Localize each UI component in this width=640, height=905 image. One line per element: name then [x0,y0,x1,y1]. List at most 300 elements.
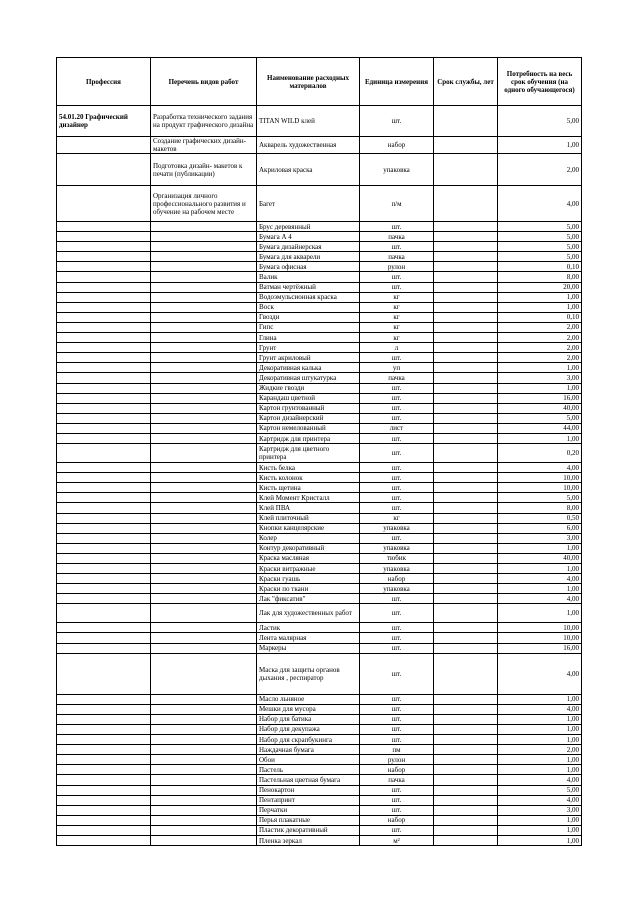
table-row [57,373,582,383]
table-row [57,186,582,222]
material-cell: Контур декоративный [257,543,360,553]
unit-cell: шт. [360,533,434,543]
unit-cell: шт. [360,272,434,282]
unit-cell: пачка [360,373,434,383]
quantity-cell: 1,00 [498,604,582,623]
material-cell: Кнопки канцелярские [257,523,360,533]
unit-cell: шт. [360,724,434,734]
work-type-cell [151,302,257,312]
material-cell: Клей Момент Кристалл [257,493,360,503]
unit-cell: шт. [360,106,434,137]
unit-cell: шт. [360,503,434,513]
quantity-cell: 5,00 [498,232,582,242]
profession-cell [57,643,151,653]
profession-cell [57,403,151,413]
quantity-cell: 3,00 [498,805,582,815]
profession-cell [57,393,151,403]
quantity-cell: 1,00 [498,755,582,765]
service-life-cell [434,704,498,714]
service-life-cell [434,292,498,302]
material-cell: Картон грунтованный [257,403,360,413]
work-type-cell [151,795,257,805]
profession-cell [57,704,151,714]
work-type-cell [151,503,257,513]
work-type-cell [151,643,257,653]
quantity-cell: 1,00 [498,694,582,704]
profession-cell [57,413,151,423]
table-row [57,383,582,393]
work-type-cell [151,473,257,483]
unit-cell: шт. [360,483,434,493]
quantity-cell: 16,00 [498,643,582,653]
work-type-cell [151,444,257,463]
table-row [57,423,582,433]
profession-cell [57,483,151,493]
work-type-cell [151,805,257,815]
service-life-cell [434,633,498,643]
profession-cell [57,543,151,553]
unit-cell: набор [360,574,434,584]
work-type-cell [151,423,257,433]
quantity-cell: 6,00 [498,523,582,533]
profession-cell [57,252,151,262]
unit-cell: шт. [360,493,434,503]
quantity-cell: 0,10 [498,312,582,322]
unit-cell: шт. [360,594,434,604]
work-type-cell [151,292,257,302]
service-life-cell [434,785,498,795]
work-type-cell [151,242,257,252]
table-row [57,553,582,563]
material-cell: Акриловая краска [257,154,360,186]
unit-cell: шт. [360,473,434,483]
table-row [57,623,582,633]
quantity-cell: 4,00 [498,186,582,222]
quantity-cell: 1,00 [498,383,582,393]
quantity-cell: 16,00 [498,393,582,403]
work-type-cell: Подготовка дизайн- макетов к печати (публикации) [151,154,257,186]
service-life-cell [434,242,498,252]
table-row [57,584,582,594]
quantity-cell: 1,00 [498,714,582,724]
table-row [57,795,582,805]
profession-cell [57,322,151,332]
quantity-cell: 10,00 [498,623,582,633]
header-row [57,58,582,106]
service-life-cell [434,423,498,433]
profession-cell [57,312,151,322]
work-type-cell [151,623,257,633]
material-cell: Акварель художественная [257,137,360,154]
quantity-cell: 1,00 [498,543,582,553]
unit-cell: упаковка [360,523,434,533]
table-row [57,594,582,604]
work-type-cell [151,463,257,473]
material-cell: Бумага для акварели [257,252,360,262]
quantity-cell: 4,00 [498,795,582,805]
quantity-cell: 4,00 [498,704,582,714]
material-cell: Кисть белка [257,463,360,473]
service-life-cell [434,222,498,232]
material-cell: Брус деревянный [257,222,360,232]
work-type-cell [151,704,257,714]
unit-cell: м² [360,835,434,845]
profession-cell [57,694,151,704]
unit-cell: шт. [360,623,434,633]
table-row [57,222,582,232]
unit-cell: п/м [360,186,434,222]
table-row [57,523,582,533]
table-row [57,724,582,734]
quantity-cell: 40,00 [498,403,582,413]
service-life-cell [434,106,498,137]
work-type-cell [151,252,257,262]
unit-cell: набор [360,137,434,154]
table-row [57,292,582,302]
table-row [57,463,582,473]
service-life-cell [434,623,498,633]
work-type-cell [151,694,257,704]
unit-cell: кг [360,322,434,332]
quantity-cell: 1,00 [498,292,582,302]
unit-cell: кг [360,312,434,322]
service-life-cell [434,503,498,513]
work-type-cell [151,835,257,845]
profession-cell [57,604,151,623]
profession-cell [57,343,151,353]
unit-cell: л [360,343,434,353]
material-cell: Картридж для принтера [257,433,360,443]
profession-cell [57,433,151,443]
table-row [57,755,582,765]
quantity-cell: 1,00 [498,302,582,312]
material-cell: Грунт акриловый [257,353,360,363]
profession-cell [57,523,151,533]
unit-cell: шт. [360,735,434,745]
work-type-cell [151,363,257,373]
service-life-cell [434,653,498,694]
profession-cell [57,242,151,252]
work-type-cell [151,343,257,353]
service-life-cell [434,643,498,653]
unit-cell: шт. [360,604,434,623]
quantity-cell: 1,00 [498,137,582,154]
service-life-cell [434,533,498,543]
unit-cell: шт. [360,433,434,443]
service-life-cell [434,745,498,755]
service-life-cell [434,805,498,815]
profession-cell [57,795,151,805]
work-type-cell [151,543,257,553]
header-profession: Профессия [57,58,151,106]
quantity-cell: 1,00 [498,825,582,835]
quantity-cell: 5,00 [498,222,582,232]
material-cell: Водоэмульсионная краска [257,292,360,302]
service-life-cell [434,262,498,272]
table-row [57,805,582,815]
profession-cell [57,186,151,222]
table-row [57,714,582,724]
table-row [57,252,582,262]
service-life-cell [434,373,498,383]
unit-cell: шт. [360,643,434,653]
quantity-cell: 1,00 [498,735,582,745]
profession-cell [57,333,151,343]
unit-cell: шт. [360,785,434,795]
work-type-cell [151,825,257,835]
table-row [57,433,582,443]
profession-cell [57,574,151,584]
material-cell: Глина [257,333,360,343]
material-cell: Масло льняное [257,694,360,704]
header-materials: Наименование расходных материалов [257,58,360,106]
work-type-cell [151,745,257,755]
quantity-cell: 2,00 [498,353,582,363]
quantity-cell: 5,00 [498,785,582,795]
quantity-cell: 44,00 [498,423,582,433]
quantity-cell: 0,20 [498,444,582,463]
unit-cell: шт. [360,403,434,413]
quantity-cell: 1,00 [498,815,582,825]
material-cell: Картон дизайнерский [257,413,360,423]
table-row [57,533,582,543]
table-row [57,473,582,483]
work-type-cell [151,564,257,574]
material-cell: Багет [257,186,360,222]
service-life-cell [434,584,498,594]
profession-cell [57,302,151,312]
profession-cell [57,444,151,463]
material-cell: Ватман чертёжный [257,282,360,292]
work-type-cell [151,322,257,332]
profession-cell [57,423,151,433]
unit-cell: упаковка [360,543,434,553]
unit-cell: уп [360,363,434,373]
material-cell: Гипс [257,322,360,332]
work-type-cell [151,353,257,363]
service-life-cell [434,775,498,785]
quantity-cell: 1,00 [498,584,582,594]
service-life-cell [434,815,498,825]
unit-cell: пачка [360,775,434,785]
work-type-cell [151,755,257,765]
material-cell: Бумага дизайнерская [257,242,360,252]
material-cell: Пастель [257,765,360,775]
quantity-cell: 8,00 [498,272,582,282]
work-type-cell: Разработка технического задания на продукт графического дизайна [151,106,257,137]
service-life-cell [434,403,498,413]
quantity-cell: 8,00 [498,503,582,513]
material-cell: Маркеры [257,643,360,653]
material-cell: Грунт [257,343,360,353]
profession-cell [57,272,151,282]
header-unit: Единица измерения [360,58,434,106]
work-type-cell: Создание графических дизайн-макетов [151,137,257,154]
quantity-cell: 5,00 [498,106,582,137]
unit-cell: набор [360,765,434,775]
service-life-cell [434,353,498,363]
table-row [57,444,582,463]
table-row [57,704,582,714]
material-cell: TITAN WILD клей [257,106,360,137]
profession-cell [57,805,151,815]
material-cell: Набор для скрапбукинга [257,735,360,745]
table-row [57,403,582,413]
work-type-cell [151,604,257,623]
material-cell: Краски гуашь [257,574,360,584]
unit-cell: упаковка [360,154,434,186]
profession-cell [57,553,151,563]
work-type-cell [151,222,257,232]
work-type-cell [151,523,257,533]
unit-cell: шт. [360,694,434,704]
unit-cell: шт. [360,795,434,805]
service-life-cell [434,825,498,835]
quantity-cell: 40,00 [498,553,582,563]
service-life-cell [434,312,498,322]
work-type-cell [151,785,257,795]
profession-cell [57,463,151,473]
material-cell: Обои [257,755,360,765]
profession-cell [57,232,151,242]
quantity-cell: 1,00 [498,363,582,373]
service-life-cell [434,302,498,312]
work-type-cell [151,633,257,643]
work-type-cell [151,373,257,383]
service-life-cell [434,393,498,403]
work-type-cell [151,735,257,745]
work-type-cell [151,513,257,523]
material-cell: Кисть колонок [257,473,360,483]
service-life-cell [434,322,498,332]
service-life-cell [434,564,498,574]
work-type-cell [151,815,257,825]
table-row [57,543,582,553]
profession-cell [57,584,151,594]
table-row [57,493,582,503]
unit-cell: кг [360,333,434,343]
material-cell: Жидкие гвозди [257,383,360,393]
profession-cell [57,825,151,835]
table-row [57,312,582,322]
work-type-cell [151,765,257,775]
work-type-cell [151,653,257,694]
service-life-cell [434,714,498,724]
table-row [57,604,582,623]
service-life-cell [434,232,498,242]
unit-cell: шт. [360,463,434,473]
work-type-cell [151,533,257,543]
header-work-types: Перечень видов работ [151,58,257,106]
quantity-cell: 1,00 [498,433,582,443]
table-row [57,232,582,242]
service-life-cell [434,694,498,704]
unit-cell: шт. [360,633,434,643]
quantity-cell: 4,00 [498,653,582,694]
material-cell: Ластик [257,623,360,633]
table-row [57,242,582,252]
header-need: Потребность на весь срок обучения (на одного обучающегося) [498,58,582,106]
unit-cell: упаковка [360,564,434,574]
material-cell: Наждачная бумага [257,745,360,755]
profession-cell [57,755,151,765]
profession-cell [57,503,151,513]
work-type-cell [151,574,257,584]
material-cell: Набор для батика [257,714,360,724]
unit-cell: кг [360,292,434,302]
unit-cell: шт. [360,653,434,694]
service-life-cell [434,186,498,222]
quantity-cell: 5,00 [498,493,582,503]
table-row [57,775,582,785]
material-cell: Картон немелованный [257,423,360,433]
profession-cell [57,564,151,574]
material-cell: Перья плакатные [257,815,360,825]
quantity-cell: 5,00 [498,242,582,252]
profession-cell [57,473,151,483]
unit-cell: шт. [360,444,434,463]
table-row [57,745,582,755]
work-type-cell [151,714,257,724]
table-row [57,353,582,363]
work-type-cell [151,775,257,785]
table-row [57,825,582,835]
service-life-cell [434,594,498,604]
table-row [57,643,582,653]
work-type-cell [151,383,257,393]
quantity-cell: 4,00 [498,463,582,473]
service-life-cell [434,413,498,423]
work-type-cell [151,493,257,503]
service-life-cell [434,835,498,845]
quantity-cell: 4,00 [498,775,582,785]
material-cell: Лак для художественных работ [257,604,360,623]
material-cell: Краски по ткани [257,584,360,594]
profession-cell [57,137,151,154]
material-cell: Пенокартон [257,785,360,795]
unit-cell: шт. [360,805,434,815]
material-cell: Колер [257,533,360,543]
unit-cell: шт. [360,393,434,403]
header-service-life: Срок службы, лет [434,58,498,106]
unit-cell: рулон [360,262,434,272]
table-row [57,272,582,282]
work-type-cell [151,333,257,343]
quantity-cell: 5,00 [498,413,582,423]
service-life-cell [434,513,498,523]
quantity-cell: 3,00 [498,533,582,543]
table-row [57,413,582,423]
service-life-cell [434,755,498,765]
work-type-cell [151,282,257,292]
quantity-cell: 2,00 [498,745,582,755]
profession-cell [57,154,151,186]
service-life-cell [434,363,498,373]
profession-cell [57,594,151,604]
profession-cell [57,765,151,775]
table-row [57,154,582,186]
profession-cell [57,714,151,724]
profession-cell [57,383,151,393]
materials-table [56,57,582,846]
service-life-cell [434,735,498,745]
service-life-cell [434,463,498,473]
table-row [57,322,582,332]
profession-cell [57,292,151,302]
material-cell: Лак "фиксатив" [257,594,360,604]
service-life-cell [434,604,498,623]
work-type-cell [151,232,257,242]
